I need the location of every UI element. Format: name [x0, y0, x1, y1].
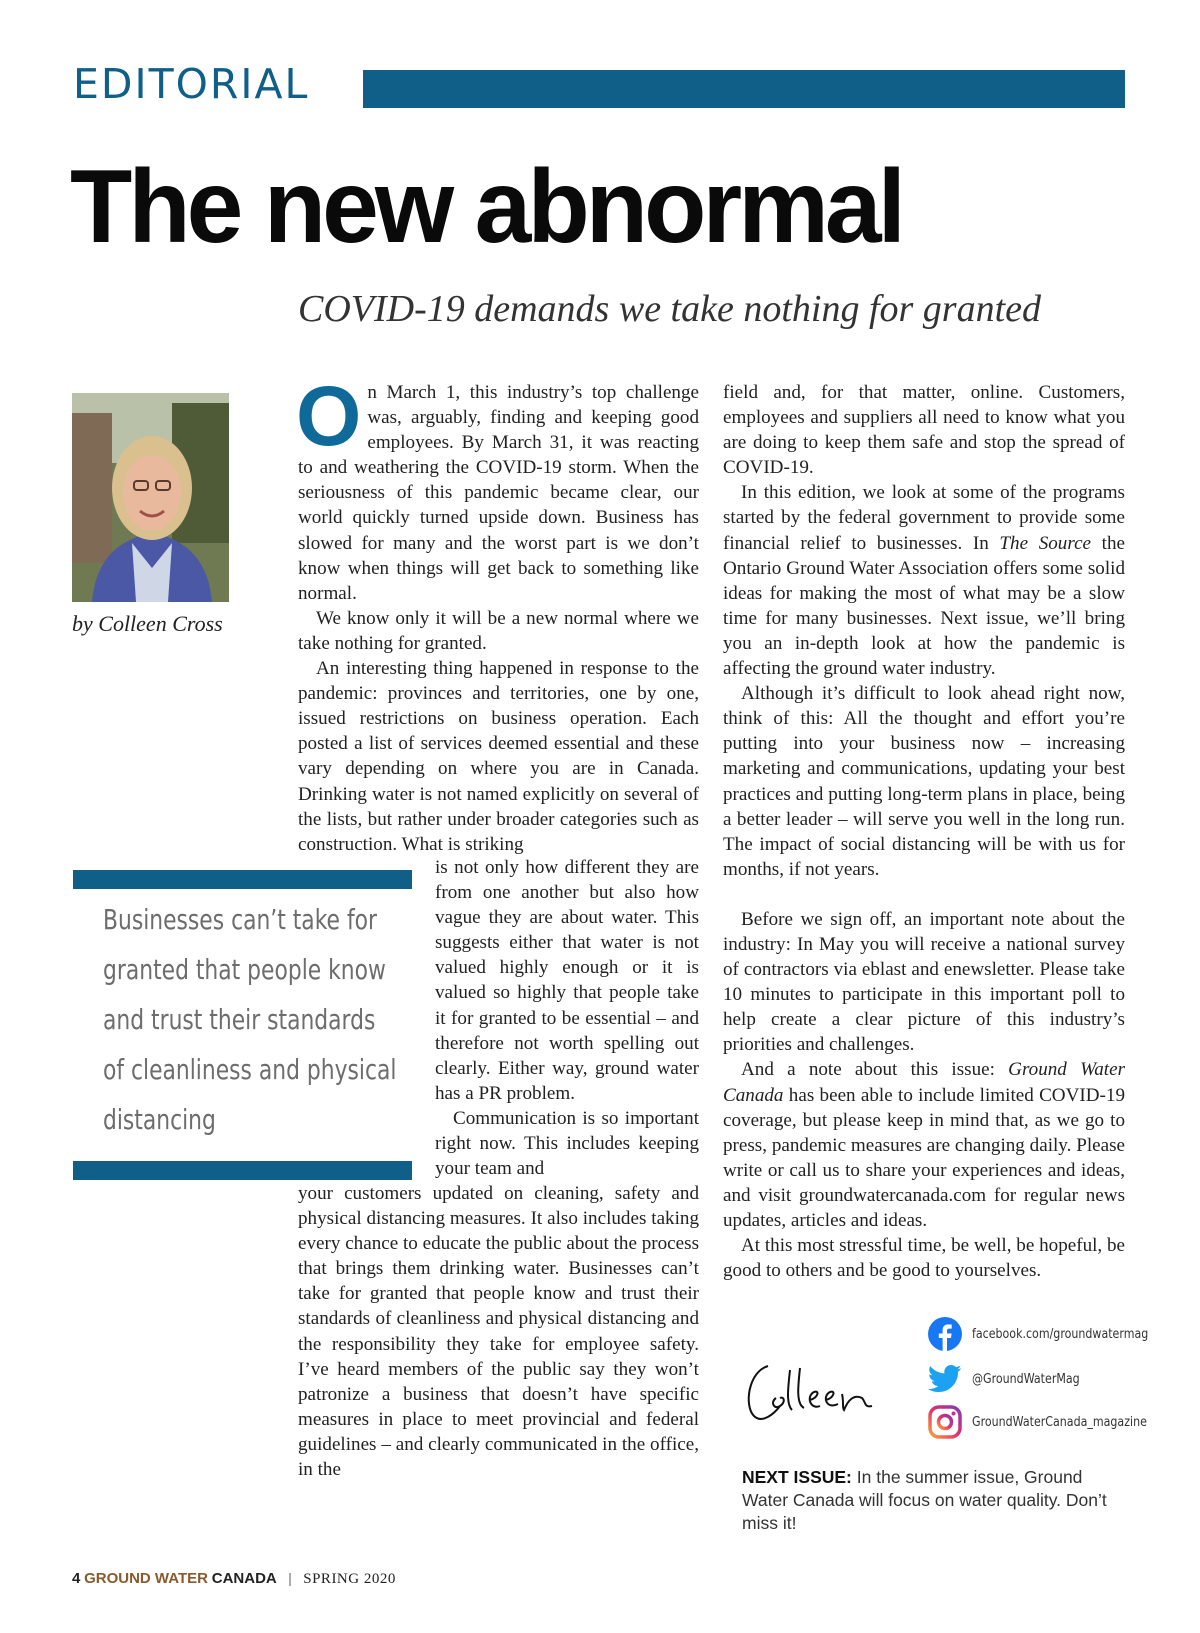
drop-cap: O [296, 369, 362, 463]
footer-separator: | [288, 1571, 292, 1587]
twitter-icon [928, 1364, 962, 1394]
page-footer [72, 1570, 396, 1588]
magazine-name-part2: CANADA [211, 1570, 277, 1587]
instagram-handle: GroundWaterCanada_magazine [972, 1414, 1147, 1430]
pull-quote: Businesses can’t take for granted that people know and trust their standards of cleanliness and physical distancing [103, 903, 397, 1136]
byline: by Colleen Cross [72, 611, 223, 636]
issue-date: SPRING 2020 [303, 1571, 396, 1587]
signature [740, 1358, 900, 1433]
article-column-1-narrow: is not only how different they are from one another but also how vague they are about water. This suggests either that water is not valued highly enough or it is valued so highly that people take it for granted to be essential – and therefore not worth spelling out clearly. Either way, ground water has a PR problem. Communication is so important right now. This includes keeping your team and [435, 857, 699, 1180]
instagram-icon [928, 1405, 962, 1439]
next-issue-note [742, 1466, 1122, 1535]
next-issue-label: NEXT ISSUE: [742, 1467, 852, 1487]
section-header-bar [363, 70, 1125, 108]
facebook-icon [928, 1317, 962, 1351]
pullquote-bar-top [73, 870, 412, 889]
magazine-name-part1: GROUND WATER [84, 1570, 208, 1587]
article-column-1-bottom: your customers updated on cleaning, safety and physical distancing measures. It also includes taking every chance to educate the public about the process that brings them drinking water. Businesses can’t take for granted that people know and trust their standards of cleanliness and physical distancing and the responsibility they take for employee safety. I’ve heard members of the public say they won’t patronize a business that doesn’t have specific measures in place to meet provincial and federal guidelines – and clearly communicated in the office, in the [298, 1183, 699, 1481]
headline: The new abnormal [70, 149, 903, 265]
author-photo [72, 393, 229, 602]
facebook-handle: facebook.com/groundwatermag [972, 1326, 1149, 1342]
social-facebook[interactable] [928, 1316, 1179, 1352]
article-column-1-top: On March 1, this industry’s top challenge was, arguably, finding and keeping good employees. By March 31, it was reacting to and weathering the COVID-19 storm. When the seriousness of this pandemic became clear, our world quickly turned upside down. Business has slowed for many and the worst part is we don’t know when things will get back to something like normal. We know only it will be a new normal where we take nothing for granted. An interesting thing happened in response to the pandemic: provinces and territories, one by one, issued restrictions on business operation. Each posted a list of services deemed essential and these vary depending on where you are in Canada. Drinking water is not named explicitly on several of the lists, but rather under broader categories such as construction. What is striking [296, 369, 699, 855]
social-twitter[interactable] [928, 1361, 1099, 1397]
social-instagram[interactable] [928, 1404, 1178, 1440]
next-issue-text: In the summer issue, Ground Water Canada will focus on water quality. Don’t miss it! [742, 1467, 1107, 1533]
page-number: 4 [72, 1570, 81, 1587]
pullquote-bar-bottom [73, 1161, 412, 1180]
article-column-2: field and, for that matter, online. Customers, employees and suppliers all need to know what you are doing to keep them safe and stop the spread of COVID-19. In this edition, we look at some of the programs started by the federal government to provide some financial relief to businesses. In The Source the Ontario Ground Water Association offers some solid ideas for making the most of what may be a slow time for many businesses. Next issue, we’ll bring you an in-depth look at how the pandemic is affecting the ground water industry. Although it’s difficult to look ahead right now, think of this: All the thought and effort you’re putting into your business now – increasing marketing and communications, updating your best practices and putting long-term plans in place, being a better leader – will serve you well in the long run. The impact of social distancing will be with us for months, if not years. Before we sign off, an important note about the industry: In May you will receive a national survey of contractors via eblast and enewsletter. Please take 10 minutes to participate in this important poll to help create a clear picture of this industry’s priorities and challenges. And a note about this issue: Ground Water Canada has been able to include limited COVID-19 coverage, but please keep in mind that, as we go to press, pandemic measures are changing daily. Please write or call us to share your experiences and ideas, and visit groundwatercanada.com for regular news updates, articles and ideas. At this most stressful time, be well, be hopeful, be good to others and be good to yourselves. [723, 382, 1125, 1282]
twitter-handle: @GroundWaterMag [972, 1371, 1080, 1387]
subheadline: COVID-19 demands we take nothing for granted [298, 288, 1042, 330]
section-label: EDITORIAL [73, 60, 310, 108]
